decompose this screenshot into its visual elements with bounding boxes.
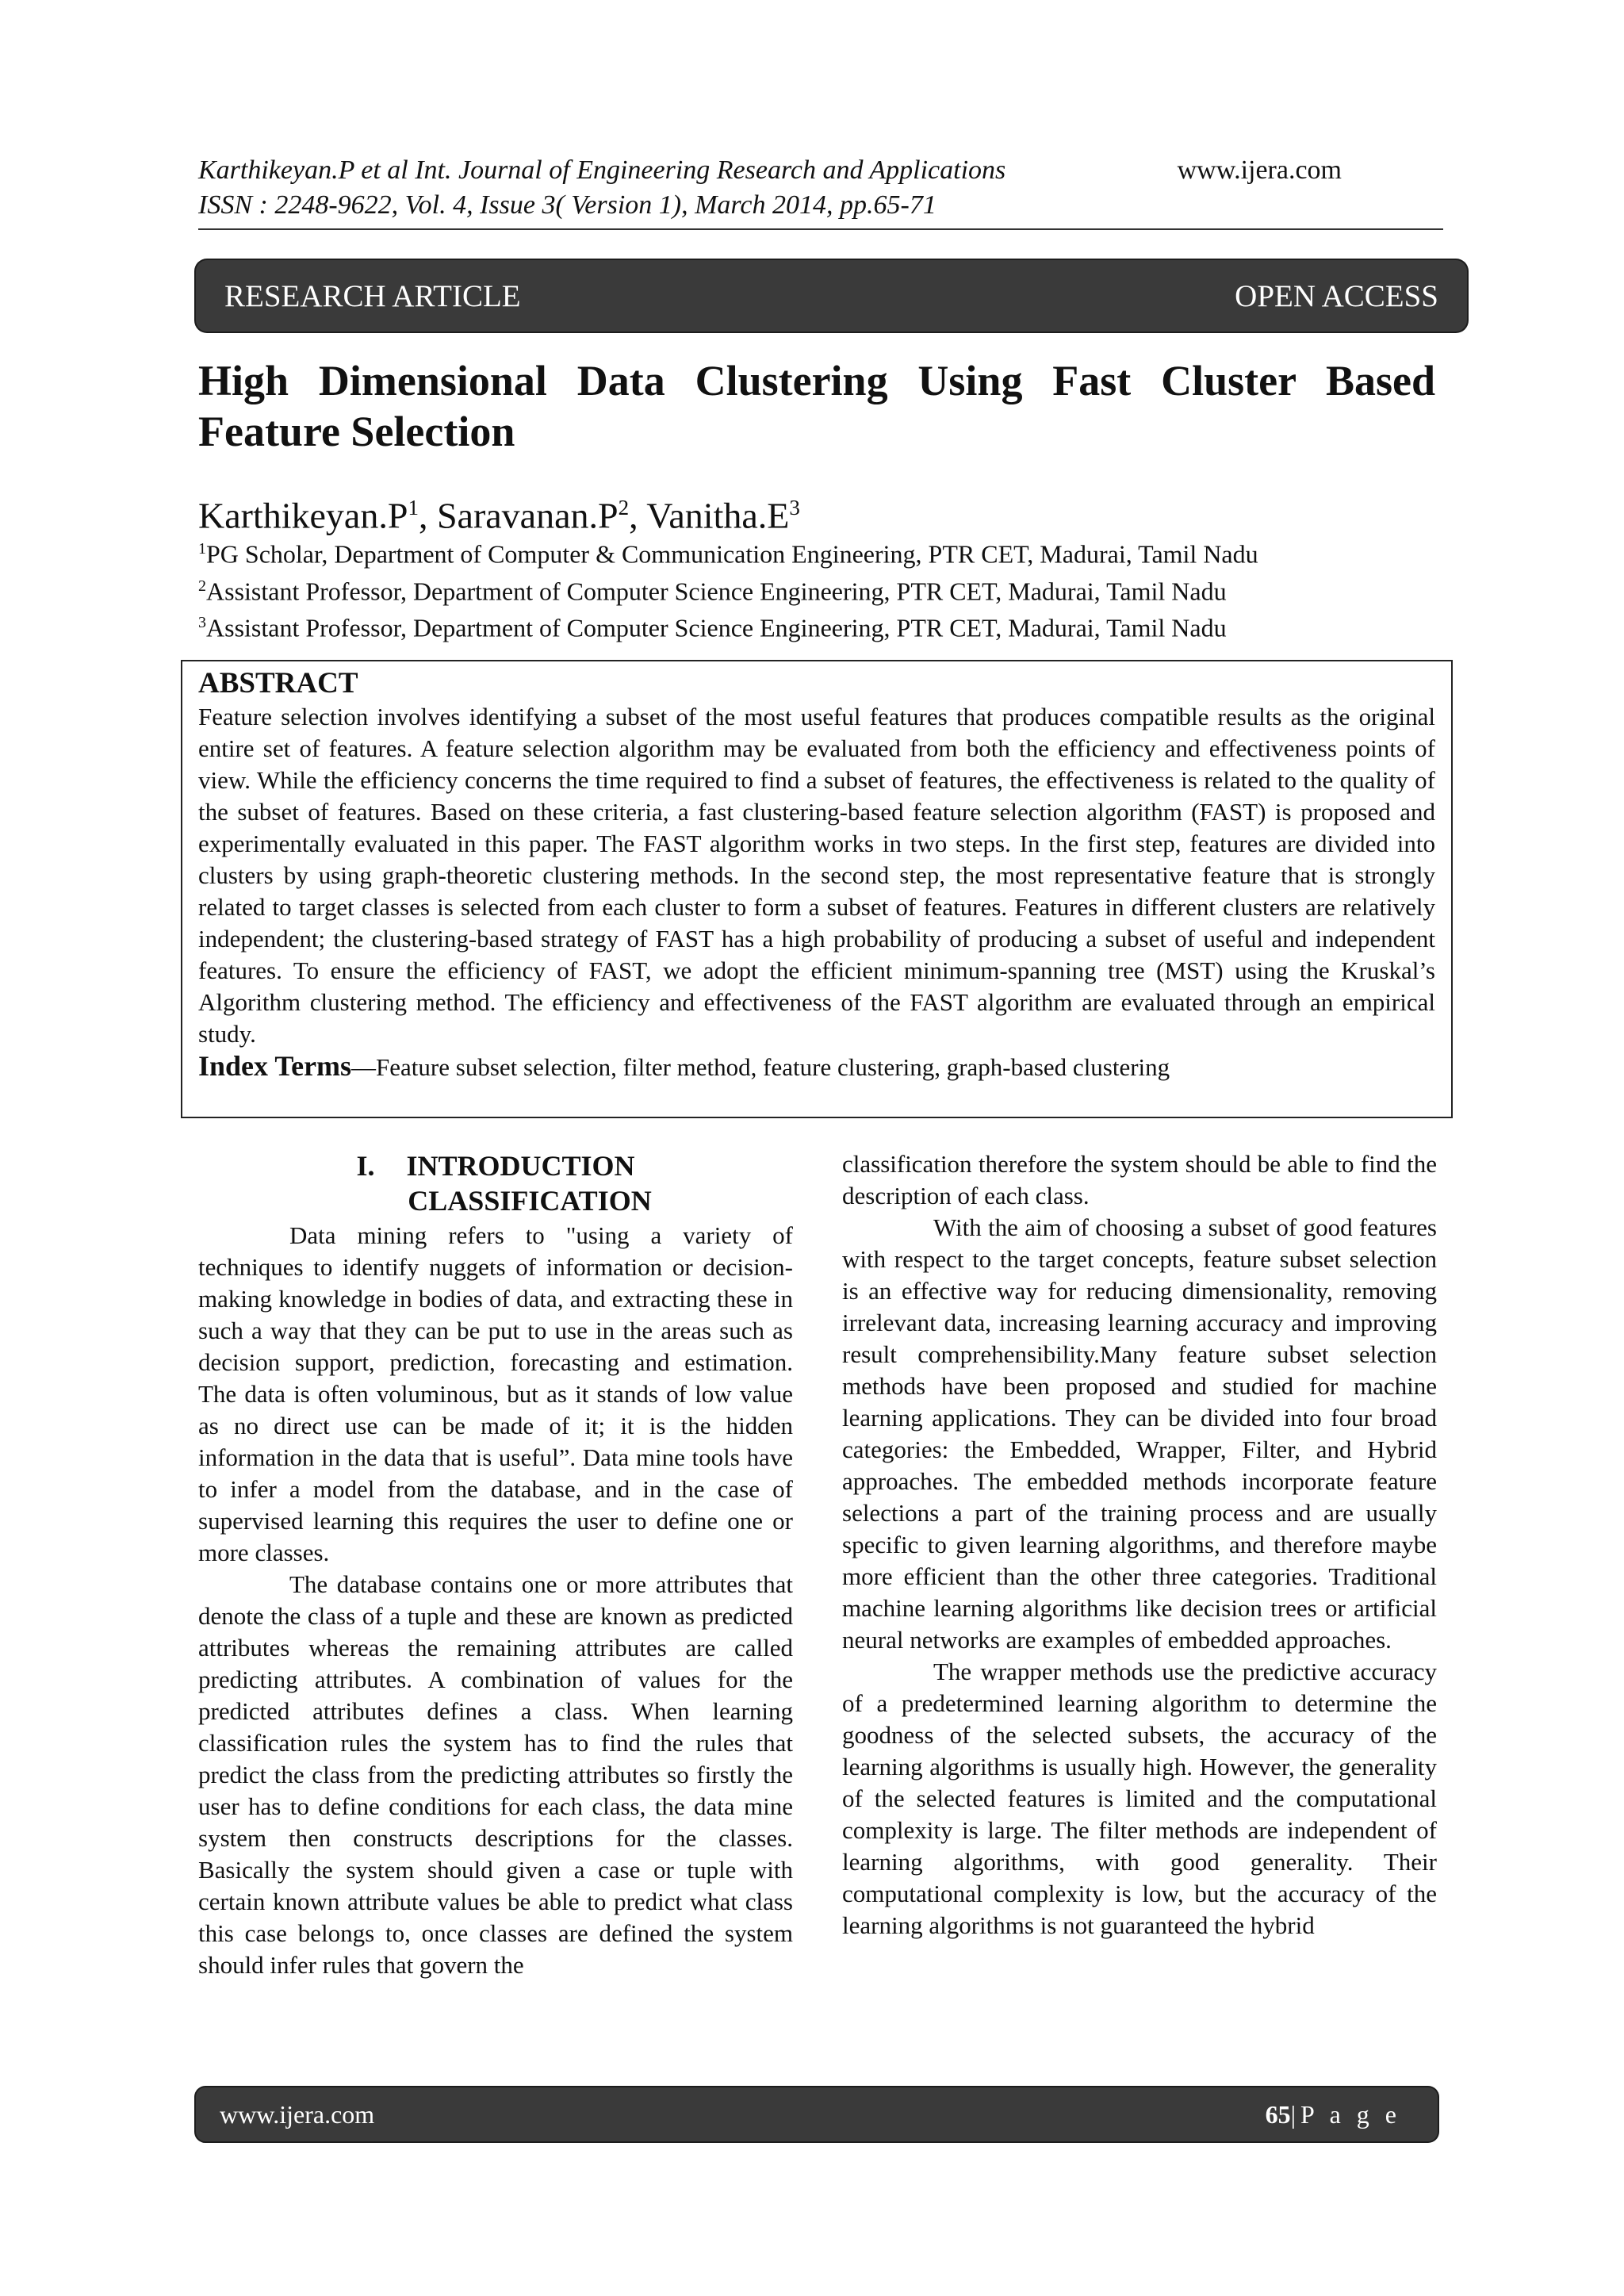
- author-affiliation-mark: 2: [618, 496, 630, 519]
- affiliation-mark: 3: [198, 614, 206, 632]
- author-list: $Karthikeyan.P^1$, $Saravanan.P^2$, $Vanitha.E^3$: [198, 495, 800, 536]
- author-affiliation-mark: 3: [789, 496, 800, 519]
- article-type-label: RESEARCH ARTICLE: [224, 278, 521, 313]
- body-paragraph: With the aim of choosing a subset of good features with respect to the target concepts, feature subset selection is an effective way for reducing dimensionality, removing irrelevant data, increasing learning accuracy and improving result comprehensibility.Many feature subset selection methods have been proposed and studied for machine learning applications. They can be divided into four broad categories: the Embedded, Wrapper, Filter, and Hybrid approaches. The embedded methods incorporate feature selections a part of the training process and are usually specific to given learning algorithms, and therefore maybe more efficient than the other three categories. Traditional machine learning algorithms like decision trees or artificial neural networks are examples of embedded approaches.: [842, 1213, 1437, 1654]
- left-column: [198, 1148, 793, 1981]
- footer-website: www.ijera.com: [220, 2099, 375, 2129]
- affiliation: [198, 607, 1258, 644]
- header-rule: [198, 228, 1443, 230]
- index-terms: [198, 1050, 1435, 1083]
- body-paragraph: The database contains one or more attributes that denote the class of a tuple and these are known as predicted attributes whereas the remaining attributes are called predicting attributes. A combination of values for the predicted attributes defines a class. When learning classification rules the system has to find the rules that predict the class from the predicting attributes so firstly the user has to define conditions for each class, the data mine system then constructs descriptions for the classes. Basically the system should given a case or tuple with certain known attribute values be able to predict what class this case belongs to, once classes are defined the system should infer rules that govern the: [198, 1570, 793, 1979]
- index-terms-label: Index Terms: [198, 1050, 352, 1082]
- affiliation-mark: 1: [198, 540, 206, 558]
- body-paragraph: classification therefore the system should be able to find the description of each class.: [842, 1150, 1437, 1209]
- journal-website: www.ijera.com: [1177, 155, 1342, 185]
- article-type-banner: [196, 260, 1467, 332]
- author-name: Karthikeyan.P: [198, 495, 408, 536]
- body-paragraph: Data mining refers to "using a variety of techniques to identify nuggets of information or decision-making knowledge in bodies of data, and extracting these in such a way that they can be put to use in the areas such as decision support, prediction, forecasting and estimation. The data is often voluminous, but as it stands of low value as no direct use can be made of it; it is the hidden information in the data that is useful”. Data mine tools have to infer a model from the database, and in the case of supervised learning this requires the user to define one or more classes.: [198, 1221, 793, 1566]
- section-number: I.: [356, 1150, 375, 1182]
- journal-citation: Karthikeyan.P et al Int. Journal of Engineering Research and Applications: [198, 155, 1006, 185]
- open-access-label: OPEN ACCESS: [1235, 278, 1438, 313]
- running-head-line-1: [198, 153, 1342, 188]
- body-paragraph: The wrapper methods use the predictive accuracy of a predetermined learning algorithm to determine the goodness of the selected subsets, the accuracy of the learning algorithms is usually high. However, the generality of the selected features is limited and the computational complexity is large. The filter methods are independent of learning algorithms, with good generality. Their computational complexity is low, but the accuracy of the learning algorithms is not guaranteed the hybrid: [842, 1658, 1437, 1939]
- author-name: Saravanan.P: [436, 495, 619, 536]
- abstract-body: Feature selection involves identifying a subset of the most useful features that produces compatible results as the original entire set of features. A feature selection algorithm may be evaluated from both the efficiency and effectiveness points of view. While the efficiency concerns the time required to find a subset of features, the effectiveness is related to the quality of the subset of features. Based on these criteria, a fast clustering-based feature selection algorithm (FAST) is proposed and experimentally evaluated in this paper. The FAST algorithm works in two steps. In the first step, features are divided into clusters by using graph-theoretic clustering methods. In the second step, the most representative feature that is strongly related to target classes is selected from each cluster to form a subset of features. Features in different clusters are relatively independent; the clustering-based strategy of FAST has a high probability of producing a subset of useful and independent features. To ensure the efficiency of FAST, we adopt the efficient minimum-spanning tree (MST) using the Kruskal’s Algorithm clustering method. The efficiency and effectiveness of the FAST algorithm are evaluated through an empirical study.: [198, 703, 1435, 1048]
- affiliation-text: Assistant Professor, Department of Computer Science Engineering, PTR CET, Madurai, Tamil Nadu: [206, 577, 1227, 606]
- section-subtitle: CLASSIFICATION: [408, 1185, 652, 1217]
- page-number-block: [1266, 2100, 1401, 2129]
- index-terms-text: —Feature subset selection, filter method, feature clustering, graph-based clustering: [351, 1053, 1170, 1081]
- abstract-box: [181, 660, 1453, 1118]
- author-affiliation-mark: 1: [408, 496, 419, 519]
- paper-title: High Dimensional Data Clustering Using Fast Cluster Based Feature Selection: [198, 357, 1435, 455]
- affiliation-mark: 2: [198, 577, 206, 595]
- section-heading: [198, 1148, 793, 1218]
- affiliation: [198, 570, 1258, 608]
- page-footer: [196, 2087, 1438, 2141]
- page-label: |P a g e: [1290, 2099, 1401, 2129]
- right-column: [842, 1148, 1437, 1941]
- page-number: 65: [1265, 2099, 1291, 2129]
- running-head: [198, 153, 1443, 223]
- author-name: Vanitha.E: [646, 495, 790, 536]
- abstract-heading: ABSTRACT: [198, 667, 358, 700]
- issn-line: ISSN : 2248-9622, Vol. 4, Issue 3( Version 1), March 2014, pp.65-71: [198, 190, 936, 220]
- affiliation: [198, 533, 1258, 570]
- section-title: INTRODUCTION: [406, 1150, 635, 1182]
- affiliation-text: Assistant Professor, Department of Computer Science Engineering, PTR CET, Madurai, Tamil Nadu: [206, 613, 1227, 642]
- affiliation-text: PG Scholar, Department of Computer & Communication Engineering, PTR CET, Madurai, Tamil Nadu: [206, 539, 1258, 569]
- affiliation-list: [198, 533, 1258, 644]
